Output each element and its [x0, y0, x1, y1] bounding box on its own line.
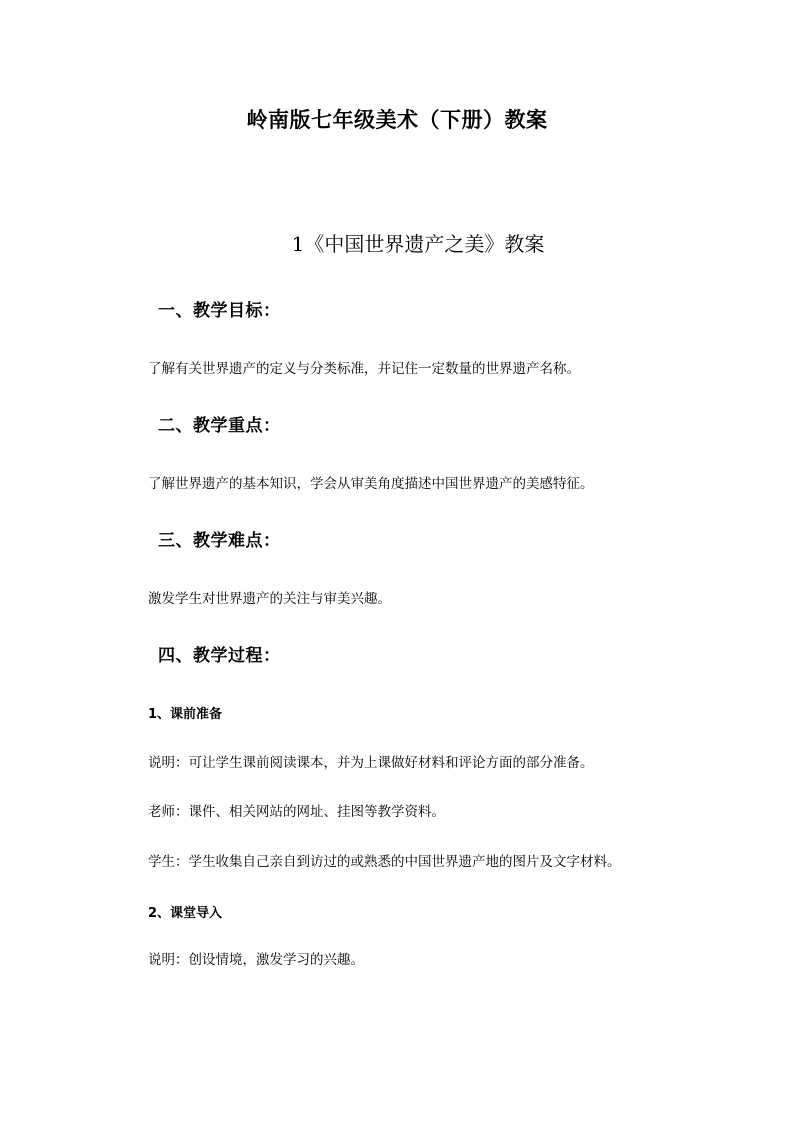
- step1-line: 说明：可让学生课前阅读课本，并为上课做好材料和评论方面的部分准备。: [148, 755, 594, 771]
- difficulties-text: 激发学生对世界遗产的关注与审美兴趣。: [148, 591, 391, 607]
- step1-heading: 1、课前准备: [148, 707, 223, 722]
- document-title: 岭南版七年级美术（下册）教案: [246, 108, 548, 132]
- section-heading-goals: 一、教学目标：: [158, 301, 281, 321]
- section-heading-process: 四、教学过程：: [158, 646, 281, 666]
- lesson-title: 1《中国世界遗产之美》教案: [291, 232, 545, 256]
- section-heading-difficulties: 三、教学难点：: [158, 531, 281, 551]
- step2-heading: 2、课堂导入: [148, 906, 223, 921]
- step2-line: 说明：创设情境，激发学习的兴趣。: [148, 952, 364, 968]
- step1-line: 学生：学生收集自己亲自到访过的或熟悉的中国世界遗产地的图片及文字材料。: [148, 854, 621, 870]
- section-heading-key-points: 二、教学重点：: [158, 416, 281, 436]
- goals-text: 了解有关世界遗产的定义与分类标准，并记住一定数量的世界遗产名称。: [148, 361, 580, 377]
- step1-line: 老师：课件、相关网站的网址、挂图等教学资料。: [148, 804, 445, 820]
- key-points-text: 了解世界遗产的基本知识，学会从审美角度描述中国世界遗产的美感特征。: [148, 476, 594, 492]
